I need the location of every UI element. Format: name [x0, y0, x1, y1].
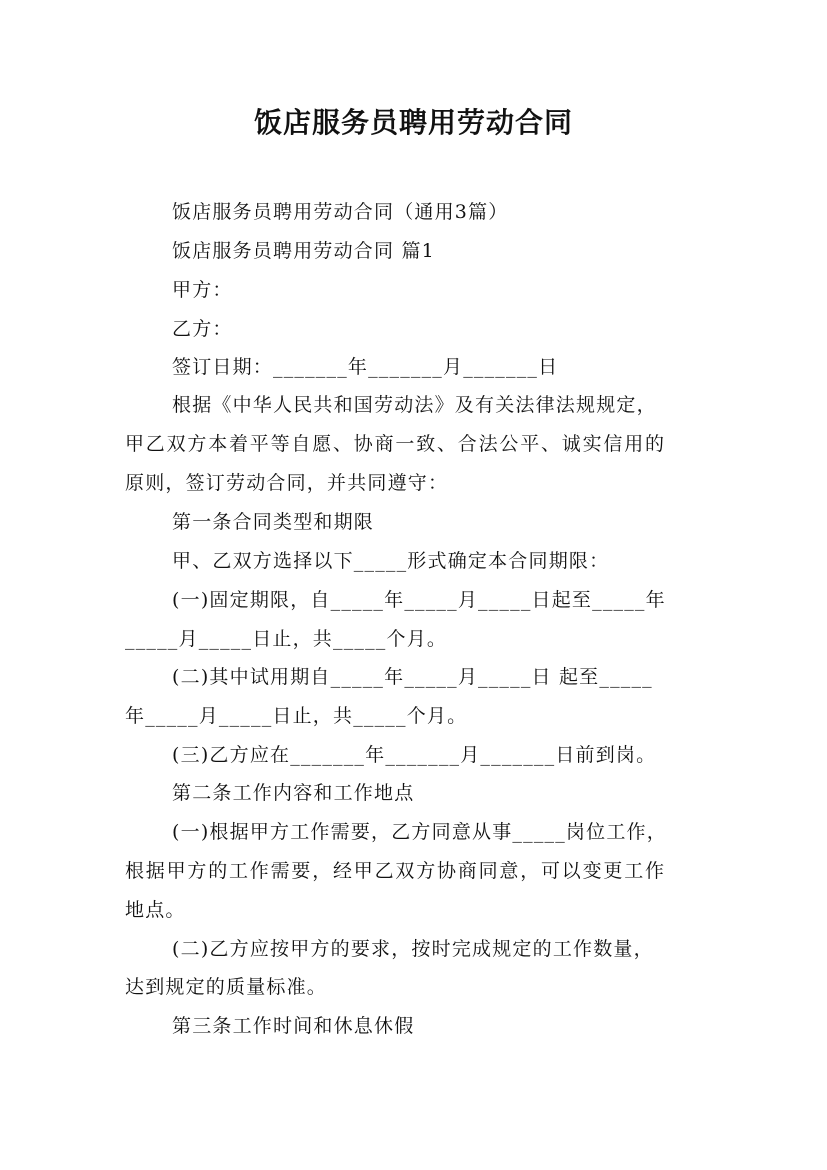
paragraph-line: _____月_____日止，共_____个月。: [125, 628, 448, 650]
paragraph-line: 地点。: [125, 899, 186, 921]
paragraph-line: 年_____月_____日止，共_____个月。: [125, 705, 468, 727]
section-heading: 饭店服务员聘用劳动合同 篇1: [172, 240, 435, 262]
subtitle-line: 饭店服务员聘用劳动合同（通用3篇）: [172, 201, 509, 223]
paragraph-line: (二)乙方应按甲方的要求，按时完成规定的工作数量，: [172, 938, 654, 960]
paragraph-line: (二)其中试用期自_____年_____月_____日 起至_____: [172, 666, 653, 688]
paragraph-line: 根据甲方的工作需要，经甲乙双方协商同意，可以变更工作: [125, 860, 666, 882]
paragraph-line: (一)根据甲方工作需要，乙方同意从事_____岗位工作，: [172, 821, 667, 843]
article-heading: 第一条合同类型和期限: [172, 511, 375, 533]
party-a-label: 甲方：: [172, 279, 233, 301]
paragraph-line: (三)乙方应在_______年_______月_______日前到岗。: [172, 744, 657, 766]
paragraph-line: 甲乙双方本着平等自愿、协商一致、合法公平、诚实信用的: [125, 433, 666, 455]
paragraph-line: (一)固定期限，自_____年_____月_____日起至_____年: [172, 589, 666, 611]
sign-date-line: 签订日期：_______年_______月_______日: [172, 356, 559, 378]
paragraph-line: 根据《中华人民共和国劳动法》及有关法律法规规定，: [172, 394, 657, 416]
party-b-label: 乙方：: [172, 318, 233, 340]
paragraph-line: 甲、乙双方选择以下_____形式确定本合同期限：: [172, 550, 610, 572]
article-heading: 第二条工作内容和工作地点: [172, 782, 415, 804]
paragraph-line: 原则，签订劳动合同，并共同遵守：: [125, 472, 449, 494]
article-heading: 第三条工作时间和休息休假: [172, 1015, 415, 1037]
paragraph-line: 达到规定的质量标准。: [125, 976, 328, 998]
document-title: 饭店服务员聘用劳动合同: [253, 106, 573, 139]
